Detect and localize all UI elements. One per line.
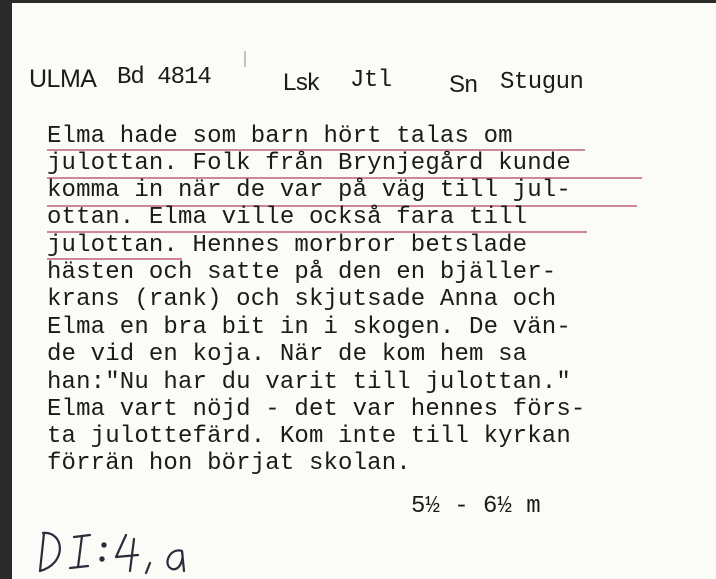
archive-name: ULMA bbox=[29, 65, 97, 93]
province-value: Jtl bbox=[350, 67, 392, 94]
body-line: Elma en bra bit in i skogen. De vän- bbox=[47, 314, 571, 341]
age-range: 5½ - 6½ m bbox=[411, 493, 541, 520]
archive-card bbox=[12, 3, 716, 579]
body-line: förrän hon börjat skolan. bbox=[47, 450, 411, 477]
body-line: han:"Nu har du varit till julottan." bbox=[47, 369, 571, 396]
body-line: krans (rank) och skjutsade Anna och bbox=[47, 286, 557, 313]
body-line: Elma vart nöjd - det var hennes förs- bbox=[47, 396, 586, 423]
body-line: julottan. Folk från Brynjegård kunde bbox=[47, 150, 571, 177]
province-label: Lsk bbox=[283, 69, 319, 96]
body-line: ottan. Elma ville också fara till bbox=[47, 204, 528, 231]
margin-mark bbox=[244, 51, 246, 67]
accession-number: Bd 4814 bbox=[117, 64, 211, 91]
body-line: julottan. Hennes morbror betslade bbox=[47, 232, 528, 259]
body-line: de vid en koja. När de kom hem sa bbox=[47, 341, 528, 368]
parish-label: Sn bbox=[449, 71, 478, 98]
parish-value: Stugun bbox=[500, 69, 584, 96]
body-line: hästen och satte på den en bjäller- bbox=[47, 259, 557, 286]
body-line: ta julottefärd. Kom inte till kyrkan bbox=[47, 423, 571, 450]
handwritten-classification bbox=[34, 523, 224, 579]
body-line: Elma hade som barn hört talas om bbox=[47, 123, 513, 150]
body-line: komma in när de var på väg till jul- bbox=[47, 177, 571, 204]
